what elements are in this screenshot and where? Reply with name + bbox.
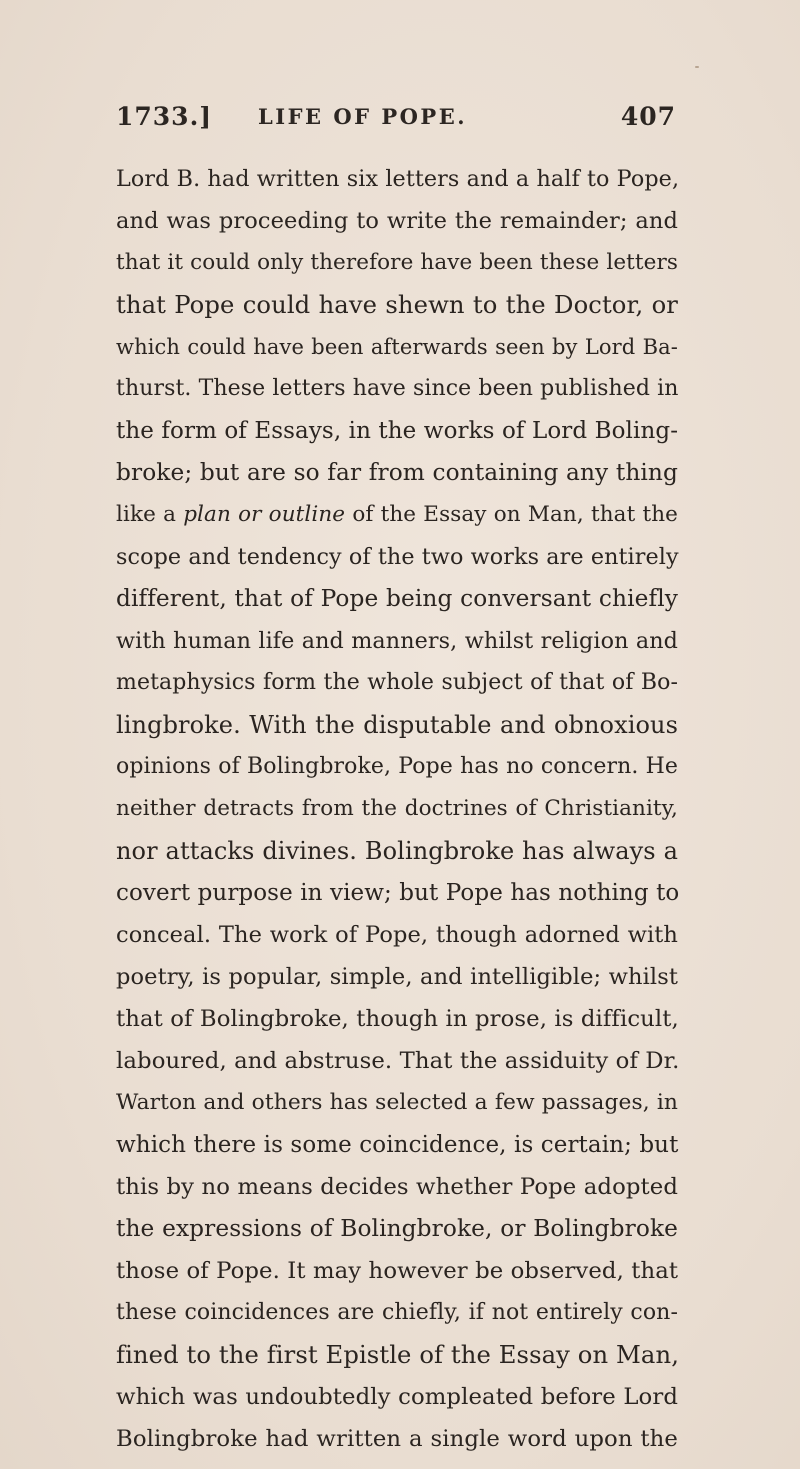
text-line: covert purpose in view; but Pope has nothing to (116, 880, 680, 906)
running-head-year: 1733.] (116, 102, 213, 131)
running-head (116, 102, 676, 142)
text-line: nor attacks divines. Bolingbroke has always a (116, 837, 678, 865)
text-line: opinions of Bolingbroke, Pope has no concern. He (116, 754, 678, 779)
text-line: the form of Essays, in the works of Lord Boling- (116, 418, 679, 444)
italic-phrase: plan or outline (183, 502, 346, 527)
text-line: different, that of Pope being conversant chiefly (116, 585, 678, 612)
text-line: that of Bolingbroke, though in prose, is difficult, (116, 1006, 679, 1032)
text-line: thurst. These letters have since been published in (116, 376, 679, 401)
text-line: Lord B. had written six letters and a half to Pope, (116, 166, 680, 192)
text-line: this by no means decides whether Pope adopted (116, 1174, 678, 1200)
text-line-with-italic (116, 494, 678, 536)
text-line: laboured, and abstruse. That the assiduity of Dr. (116, 1048, 680, 1074)
text-line: broke; but are so far from containing any thing (116, 459, 678, 486)
text-line: these coincidences are chiefly, if not entirely con- (116, 1300, 678, 1325)
text-line: neither detracts from the doctrines of Christianity, (116, 796, 678, 821)
text-line: metaphysics form the whole subject of that of Bo- (116, 670, 678, 695)
text-line: lingbroke. With the disputable and obnoxious (116, 711, 678, 739)
text-line: Bolingbroke had written a single word upon the (116, 1426, 678, 1452)
text-line: that it could only therefore have been these letters (116, 250, 678, 275)
body-text (116, 158, 678, 1460)
paper-speck (695, 66, 699, 68)
text-line: scope and tendency of the two works are entirely (116, 544, 679, 570)
text-line: that Pope could have shewn to the Doctor, or (116, 290, 678, 319)
text-line: the expressions of Bolingbroke, or Bolingbroke (116, 1215, 678, 1242)
text-segment: of the Essay on Man, that the (345, 502, 678, 527)
text-line: fined to the first Epistle of the Essay on Man, (116, 1340, 680, 1369)
page-number: 407 (620, 102, 676, 131)
text-line: poetry, is popular, simple, and intelligible; whilst (116, 964, 678, 990)
text-line: those of Pope. It may however be observed, that (116, 1258, 679, 1284)
text-line: conceal. The work of Pope, though adorned with (116, 922, 678, 948)
text-line: which was undoubtedly compleated before Lord (116, 1384, 678, 1410)
text-line: which there is some coincidence, is certain; but (116, 1132, 679, 1158)
text-line: and was proceeding to write the remainder; and (116, 208, 678, 234)
text-segment: like a (116, 502, 184, 527)
text-line: with human life and manners, whilst religion and (116, 628, 678, 654)
text-line: which could have been afterwards seen by Lord Ba- (116, 335, 678, 359)
running-head-title: LIFE OF POPE. (258, 104, 468, 129)
text-line: Warton and others has selected a few passages, in (116, 1090, 678, 1115)
